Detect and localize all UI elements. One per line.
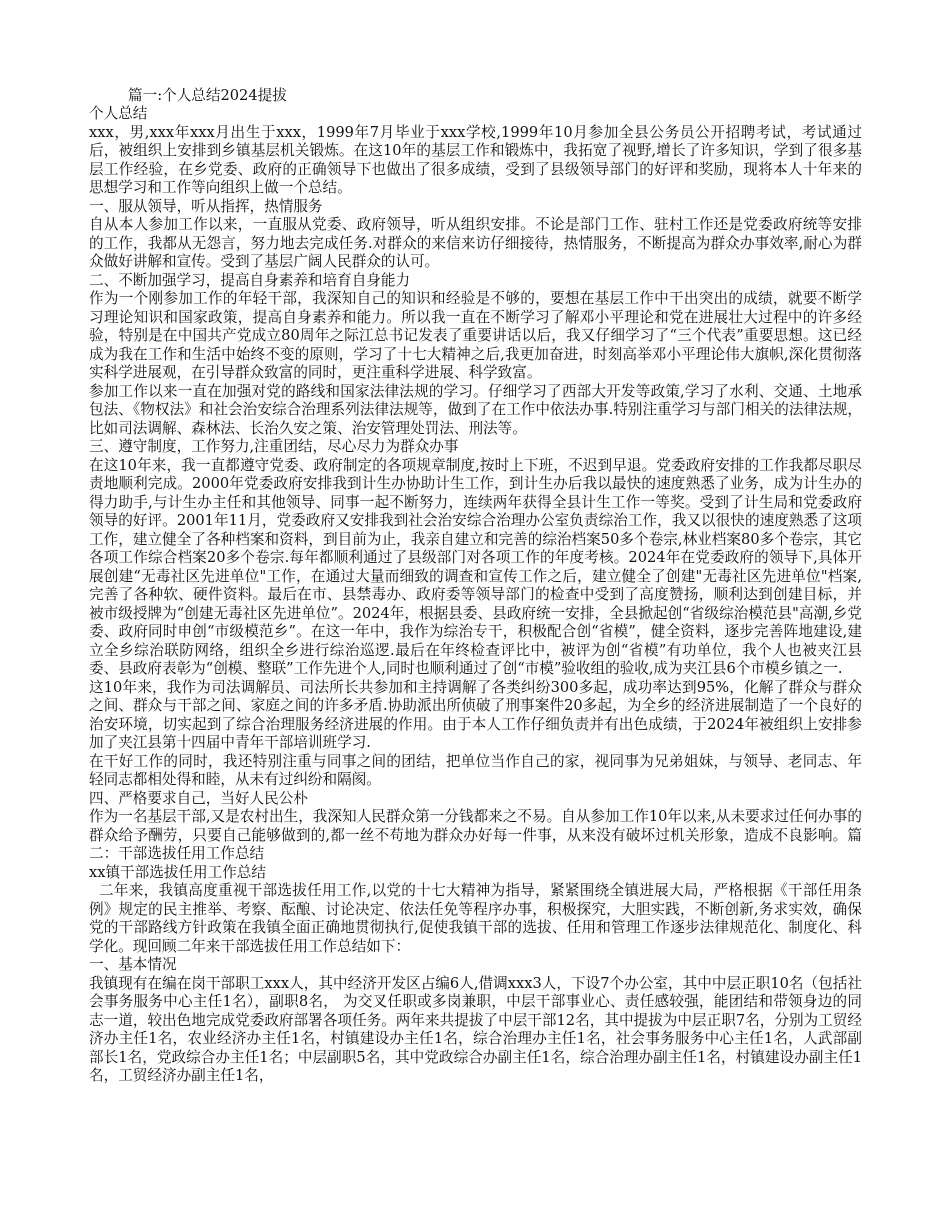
paragraph: xxx，男,xxx年xxx月出生于xxx，1999年7月毕业于xxx学校,1999年10月参加全县公务员公开招聘考试，考试通过后，被组织上安排到乡镇基层机关锻炼。在这10年的基层工作和锻炼中，我拓宽了视野,增长了许多知识，学到了很多基层工作经验，在乡党委、政府的正确领导下也做出了很多成绩，受到了县级领导部门的好评和奖励，现将本人十年来的思想学习和工作等向组织上做一个总结。 [89, 123, 862, 196]
paragraph: 二年来，我镇高度重视干部选拔任用工作,以党的十七大精神为指导，紧紧围绕全镇进展大局，严格根据《干部任用条例》规定的民主推举、考察、酝酿、讨论决定、依法任免等程序办事，积极探究，大胆实践，不断创新,务求实效，确保党的干部路线方针政策在我镇全面正确地贯彻执行,促使我镇干部的选拔、任用和管理工作逐步法律规范化、制度化、科学化。现回顾二年来干部选拔任用工作总结如下： [89, 882, 862, 955]
paragraph: 作为一个刚参加工作的年轻干部，我深知自己的知识和经验是不够的，要想在基层工作中干出突出的成绩，就要不断学习理论知识和国家政策，提高自身素养和能力。所以我一直在不断学习了解邓小平理论和党在进展壮大过程中的许多经验，特别是在中国共产党成立80周年之际江总书记发表了重要讲话以后，我又仔细学习了“三个代表”重要思想。这已经成为我在工作和生活中始终不变的原则，学习了十七大精神之后,我更加奋进，时刻高举邓小平理论伟大旗帜,深化贯彻落实科学进展观，在引导群众致富的同时，更注重科学进展、科学致富。 [89, 290, 862, 381]
section-heading: 一、服从领导，听从指挥，热情服务 [89, 197, 323, 215]
paragraph: 我镇现有在编在岗干部职工xxx人，其中经济开发区占编6人,借调xxx3人，下设7个办公室，其中中层正职10名（包括社会事务服务中心主任1名），副职8名， 为交叉任职或多岗兼职，中层干部事业心、责任感较强，能团结和带领身边的同志一道，较出色地完成党委政府部署各项任务。两年来共提拔了中层干部12名，其中提拔为中层正职7名，分别为工贸经济办主任1名，农业经济办主任1名，村镇建设办主任1名，综合治理办主任1名，社会事务服务中心主任1名，人武部副部长1名，党政综合办主任1名；中层副职5名，其中党政综合办副主任1名，综合治理办副主任1名，村镇建设办副主任1名，工贸经济办副主任1名， [89, 974, 862, 1084]
section-heading: 个人总结 [89, 105, 148, 122]
paragraph: 在干好工作的同时，我还特别注重与同事之间的团结，把单位当作自己的家，视同事为兄弟姐妹，与领导、老同志、年轻同志都相处得和睦，从未有过纠纷和隔阂。 [89, 752, 862, 788]
section-heading: 一、基本情况 [89, 956, 177, 973]
document-blocks [89, 105, 862, 1086]
section-heading: 三、遵守制度，工作努力,注重团结，尽心尽力为群众办事 [89, 438, 459, 455]
document-body [89, 86, 862, 1086]
document-title: 篇一:个人总结2024提拔 [128, 87, 287, 104]
paragraph: 作为一名基层干部,又是农村出生，我深知人民群众第一分钱都来之不易。自从参加工作10年以来,从未要求过任何办事的群众给予酬劳，只要自己能够做到的,都一丝不苟地为群众办好每一件事，从来没有破坏过机关形象，造成不良影响。篇二：干部选拔任用工作总结 [89, 808, 862, 862]
section-heading: 二、不断加强学习，提高自身素养和培育自身能力 [89, 271, 411, 289]
section-heading: 四、严格要求自己，当好人民公朴 [89, 789, 308, 807]
paragraph: 这10年来，我作为司法调解员、司法所长共参加和主持调解了各类纠纷300多起，成功率达到95%，化解了群众与群众之间、群众与干部之间、家庭之间的许多矛盾.协助派出所侦破了刑事案件20多起，为全乡的经济进展制造了一个良好的治安环境，切实起到了综合治理服务经济进展的作用。由于本人工作仔细负责并有出色成绩，于2024年被组织上安排参加了夹江县第十四届中青年干部培训班学习. [89, 678, 862, 751]
paragraph: 参加工作以来一直在加强对党的路线和国家法律法规的学习。仔细学习了西部大开发等政策,学习了水利、交通、土地承包法、《物权法》和社会治安综合治理系列法律法规等，做到了在工作中依法办事.特别注重学习与部门相关的法律法规，比如司法调解、森林法、长治久安之策、治安管理处罚法、刑法等。 [89, 382, 862, 437]
paragraph: 自从本人参加工作以来，一直服从党委、政府领导，听从组织安排。不论是部门工作、驻村工作还是党委政府统等安排的工作，我都从无怨言，努力地去完成任务.对群众的来信来访仔细接待，热情服务，不断提高为群众办事效率,耐心为群众做好讲解和宣传。受到了基层广阔人民群众的认可。 [89, 216, 862, 270]
section-heading: xx镇干部选拔任用工作总结 [89, 863, 266, 881]
paragraph: 在这10年来，我一直都遵守党委、政府制定的各项规章制度,按时上下班，不迟到早退。党委政府安排的工作我都尽职尽责地顺利完成。2000年党委政府安排我到计生办协助计生工作，到计生办后我以最快的速度熟悉了业务，成为计生办的得力助手,与计生办主任和其他领导、同事一起不断努力，连续两年获得全县计生工作一等奖。受到了计生局和党委政府领导的好评。2001年11月，党委政府又安排我到社会治安综合治理办公室负责综治工作，我又以很快的速度熟悉了这项工作，建立健全了各种档案和资料，到目前为止，我亲自建立和完善的综治档案50多个卷宗,林业档案80多个卷宗，其它各项工作综合档案20多个卷宗.每年都顺利通过了县级部门对各项工作的年度考核。2024年在党委政府的领导下,具体开展创建“无毒社区先进单位"工作，在通过大量而细致的调查和宣传工作之后，建立健全了创建"无毒社区先进单位"档案,完善了各种软、硬件资料。最后在市、县禁毒办、政府委等领导部门的检查中受到了高度赞扬，顺利达到创建目标，并被市级授牌为“创建无毒社区先进单位”。2024年，根据县委、县政府统一安排，全县掀起创“省级综治模范县"高潮,乡党委、政府同时申创“市级模范乡”。在这一年中，我作为综治专干，积极配合创“省模”，健全资料，逐步完善阵地建设,建立全乡综治联防网络，组织全乡进行综治巡逻.最后在年终检查评比中，被评为创“省模”有功单位，我个人也被夹江县委、县政府表彰为“创模、整联”工作先进个人,同时也顺利通过了创“市模”验收组的验收,成为夹江县6个市模乡镇之一. [89, 456, 862, 677]
